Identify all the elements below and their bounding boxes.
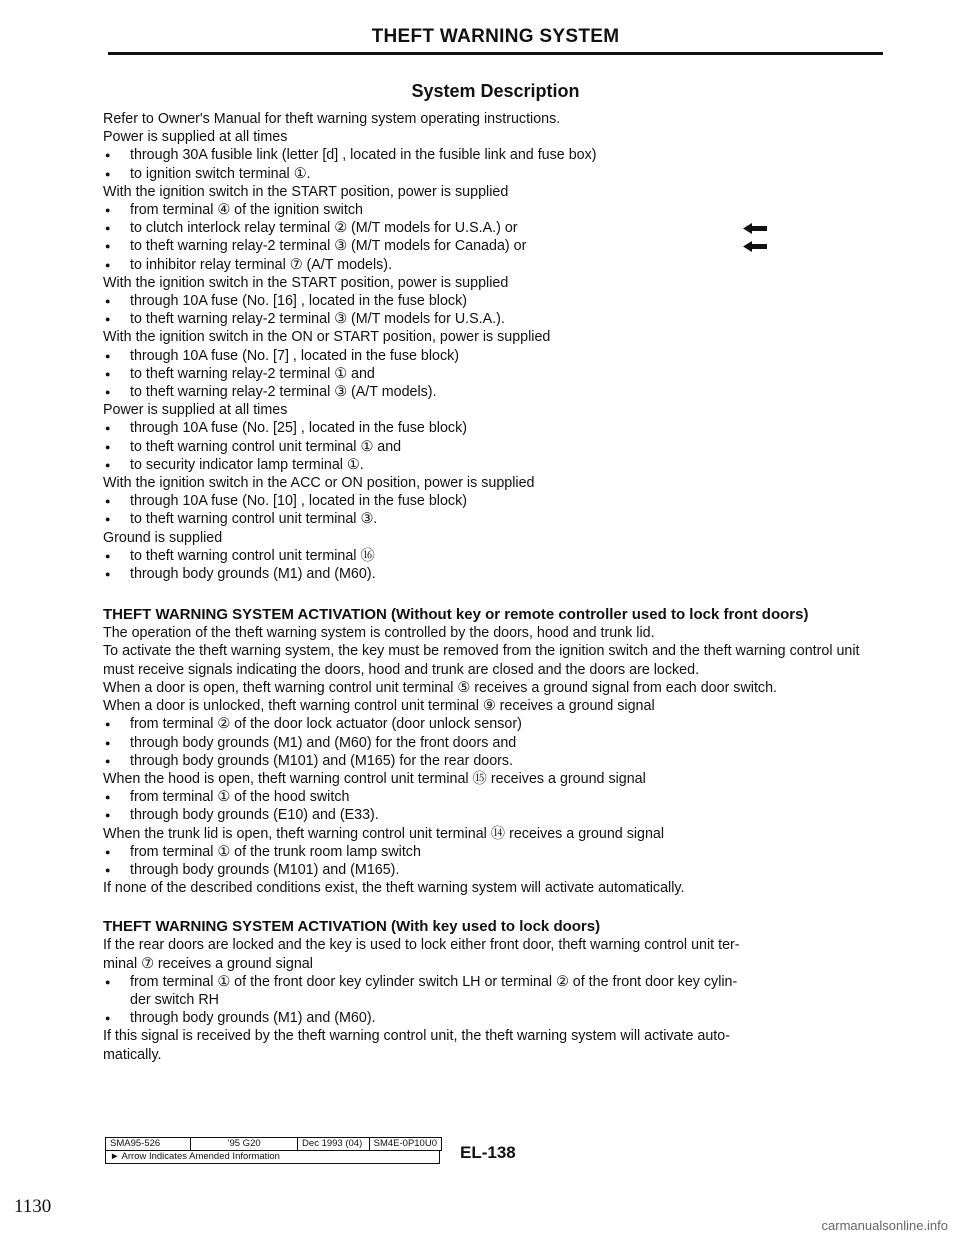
text-line: With the ignition switch in the START position, power is supplied [103, 274, 509, 291]
bullet-item: ● to theft warning relay-2 terminal ③ (A/T models). [103, 383, 888, 401]
text-line: Ground is supplied [103, 529, 223, 546]
footer-doc: SM4E-0P10U0 [373, 1138, 437, 1149]
bullet-item: ● from terminal ④ of the ignition switch [103, 201, 888, 219]
document-body [103, 80, 888, 1064]
text-line: With the ignition switch in the START position, power is supplied [103, 183, 509, 200]
bullet-item: ● through 10A fuse (No. [7] , located in the fuse block) [103, 347, 888, 365]
bullet-item: ● through 10A fuse (No. [16] , located in the fuse block) [103, 292, 888, 310]
bullet-item: ● through body grounds (M101) and (M165). [103, 861, 888, 879]
text-line: When the hood is open, theft warning control unit terminal ⑮ receives a ground signal [103, 770, 646, 787]
bullet-item: ● through body grounds (M1) and (M60). [103, 1009, 888, 1027]
bullet-text: to clutch interlock relay terminal ② (M/T models for U.S.A.) or [130, 220, 518, 237]
bullet-item [103, 219, 888, 237]
bullet-item: ● to ignition switch terminal ①. [103, 165, 888, 183]
footer-model: '95 G20 [191, 1138, 298, 1150]
text-line: If the rear doors are locked and the key is used to lock either front door, theft warning control unit ter- [103, 937, 740, 954]
bullet-item: ● to theft warning control unit terminal ⑯ [103, 547, 888, 565]
bullet-item: ● through body grounds (E10) and (E33). [103, 806, 888, 824]
bullet-item: ● to inhibitor relay terminal ⑦ (A/T models). [103, 256, 888, 274]
footer-info-row [105, 1137, 442, 1151]
bullet-item: ● to theft warning control unit terminal ① and [103, 438, 888, 456]
footer-date: Dec 1993 (04) [298, 1138, 370, 1150]
bullet-item: ● from terminal ② of the door lock actuator (door unlock sensor) [103, 715, 888, 733]
bullet-item: ● to theft warning relay-2 terminal ① and [103, 365, 888, 383]
arrow-icon: ► [110, 1151, 120, 1162]
bullet-item: ● to security indicator lamp terminal ①. [103, 456, 888, 474]
bullet-item: ● to theft warning control unit terminal ③. [103, 510, 888, 528]
activation-heading: THEFT WARNING SYSTEM ACTIVATION (With key used to lock doors) [103, 918, 601, 936]
bullet-item: ● from terminal ① of the front door key cylinder switch LH or terminal ② of the front door key cylin- [103, 973, 888, 991]
bullet-item: ● to theft warning relay-2 terminal ③ (M/T models for U.S.A.). [103, 310, 888, 328]
text-line: minal ⑦ receives a ground signal [103, 955, 313, 972]
text-line: With the ignition switch in the ACC or ON position, power is supplied [103, 475, 535, 492]
paragraph: When a door is open, theft warning control unit terminal ⑤ receives a ground signal from each door switch. [103, 679, 777, 696]
footer-box [105, 1137, 442, 1164]
bullet-continuation: der switch RH [130, 991, 219, 1008]
bullet-item: ● through 30A fusible link (letter [d] , located in the fusible link and fuse box) [103, 146, 888, 164]
page-code: EL-138 [460, 1143, 516, 1162]
bullet-item: ● through 10A fuse (No. [10] , located in the fuse block) [103, 492, 888, 510]
text-line: With the ignition switch in the ON or START position, power is supplied [103, 329, 551, 346]
bullet-item: ● from terminal ① of the trunk room lamp switch [103, 843, 888, 861]
footer-note: Arrow Indicates Amended Information [121, 1151, 280, 1162]
bullet-item [103, 237, 888, 255]
footer-note-row [105, 1151, 440, 1164]
text-line: When a door is unlocked, theft warning control unit terminal ⑨ receives a ground signal [103, 698, 655, 715]
bullet-item: ● from terminal ① of the hood switch [103, 788, 888, 806]
text-line: If this signal is received by the theft warning control unit, the theft warning system will activate auto- [103, 1028, 730, 1045]
text-line: matically. [103, 1046, 162, 1063]
bullet-item: ● through body grounds (M101) and (M165) for the rear doors. [103, 752, 888, 770]
amended-arrow-icon [743, 223, 767, 234]
page-header [108, 24, 883, 55]
watermark: carmanualsonline.info [821, 1218, 948, 1233]
page-title: THEFT WARNING SYSTEM [371, 26, 620, 47]
bullet-item: ● through body grounds (M1) and (M60) for the front doors and [103, 734, 888, 752]
text-line: Power is supplied at all times [103, 402, 288, 419]
bullet-text: to theft warning relay-2 terminal ③ (M/T models for Canada) or [130, 238, 527, 255]
bullet-item: ● through 10A fuse (No. [25] , located in the fuse block) [103, 419, 888, 437]
amended-arrow-icon [743, 241, 767, 252]
text-line: When the trunk lid is open, theft warning control unit terminal ⑭ receives a ground signal [103, 825, 665, 842]
text-line: Power is supplied at all times [103, 129, 288, 146]
paragraph: The operation of the theft warning system is controlled by the doors, hood and trunk lid. [103, 625, 655, 642]
page-number: 1130 [14, 1196, 52, 1217]
section-title: System Description [411, 81, 580, 101]
paragraph: To activate the theft warning system, the key must be removed from the ignition switch and the theft warning control unit must receive signals indicating the doors, hood and trunk are closed and the doors are locked. [103, 643, 860, 678]
footer-code: SMA95-526 [106, 1138, 191, 1150]
bullet-item: ● through body grounds (M1) and (M60). [103, 565, 888, 583]
text-line: Refer to Owner's Manual for theft warning system operating instructions. [103, 111, 561, 127]
activation-heading: THEFT WARNING SYSTEM ACTIVATION (Without key or remote controller used to lock front doors) [103, 606, 809, 624]
text-line: If none of the described conditions exist, the theft warning system will activate automatically. [103, 880, 685, 897]
